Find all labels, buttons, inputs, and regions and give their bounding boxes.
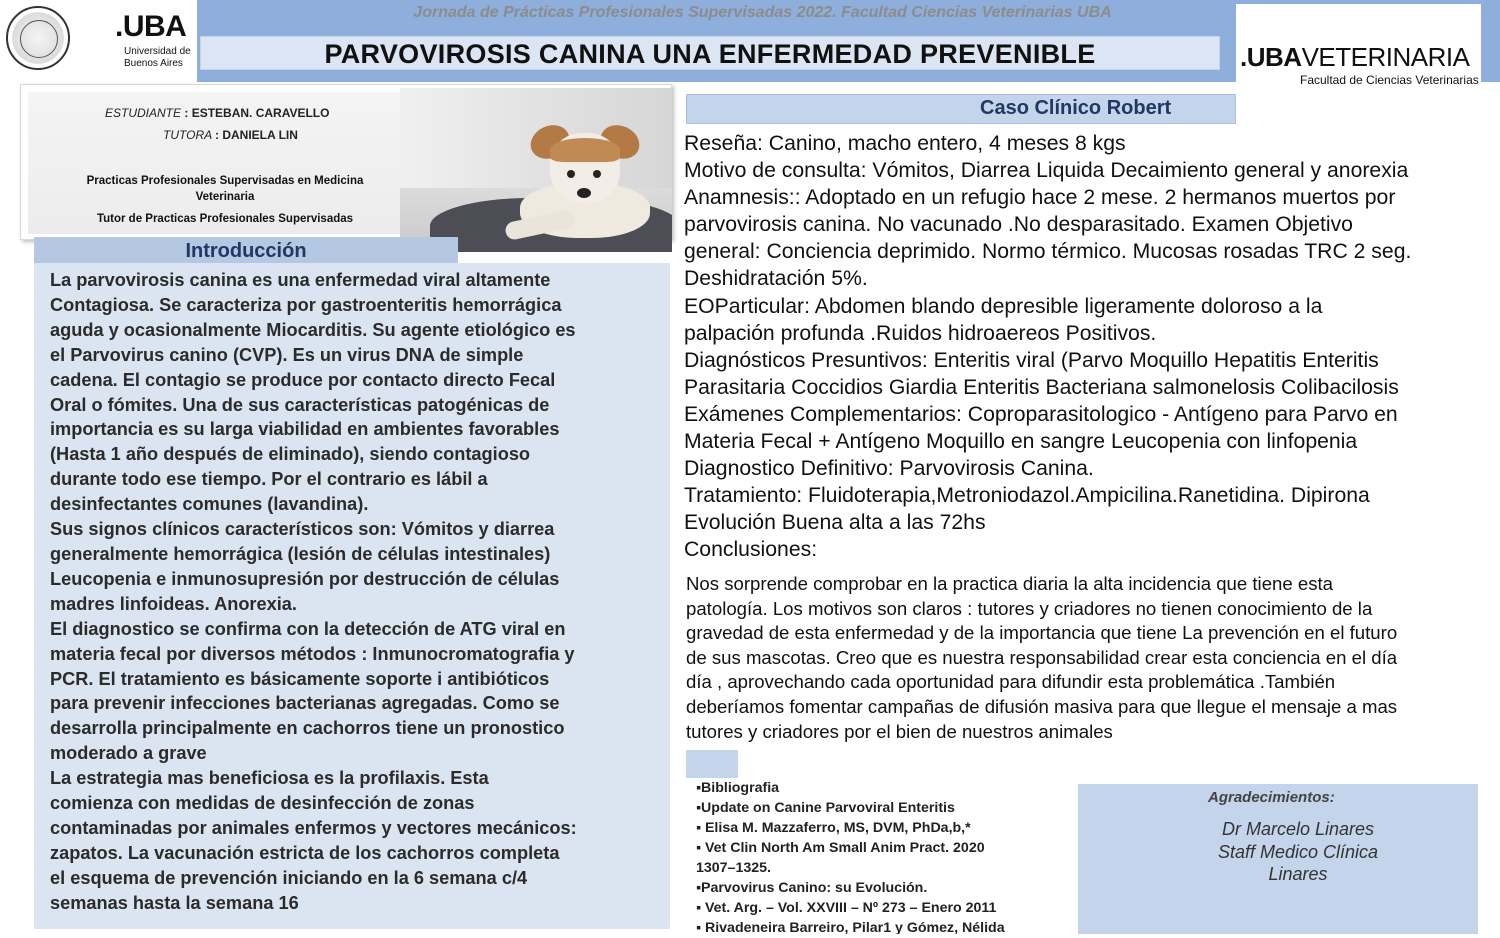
case-body: Reseña: Canino, macho entero, 4 meses 8 kgs Motivo de consulta: Vómitos, Diarrea Liquida Decaimiento general y anorexia Anamnesis:: Adoptado en un refugio hace 2 mese. 2 hermanos muertos por parvovirosis canina. No vacunado .No desparasitado. Examen Objetivo general: Conciencia deprimido. Normo térmico. Mucosas rosadas TRC 2 seg. Deshidratación 5%. EOParticular: Abdomen blando depresible ligeramente doloroso a la palpación profunda .Ruidos hidroaereos Positivos. Diagnósticos Presuntivos: Enteritis viral (Parvo Moquillo Hepatitis Enteritis Parasitaria Coccidios Giardia Enteritis Bacteriana salmonelosis Colibacilosis Exámenes Complementarios: Coproparasitologico - Antígeno para Parvo en Materia Fecal + Antígeno Moquillo en sangre Leucopenia con linfopenia Diagnostico Definitivo: Parvovirosis Canina. Tratamiento: Fluidoterapia,Metroniodazol.Ampicilina.Ranetidina. Dipirona Evolución Buena alta a las 72hs Conclusiones: (684, 132, 1412, 562)
poster-title: PARVOVIROSIS CANINA UNA ENFERMEDAD PREVENIBLE (324, 39, 1096, 69)
acknowledgement-line: Staff Medico Clínica (1217, 841, 1379, 862)
intro-body: La parvovirosis canina es una enfermedad viral altamente Contagiosa. Se caracteriza por gastroenteritis hemorrágica aguda y ocasionalmente Miocarditis. Su agente etiológico es el Parvovirus canino (CVP). Es un virus DNA de simple cadena. El contagio se produce por contacto directo Fecal Oral o fómites. Una de sus características patogénicas de importancia es su larga viabilidad en ambientes favorables (Hasta 1 año después de eliminado), siendo contagioso durante todo ese tiempo. Por el contrario es lábil a desinfectantes comunes (lavandina). Sus signos clínicos característicos son: Vómitos y diarrea generalmente hemorrágica (lesión de células intestinales) Leucopenia e inmunosupresión por destrucción de células madres linfoideas. Anorexia. El diagnostico se confirma con la detección de ATG viral en materia fecal por diversos métodos : Inmunocromatografia y PCR. El tratamiento es básicamente soporte i antibióticos para prevenir infecciones bacterianas agregadas. Como se desarrolla principalmente en cachorros tiene un pronostico moderado a grave La estrategia mas beneficiosa es la profilaxis. Esta comienza con medidas de desinfección de zonas contaminadas por animales enfermos y vectores mecánicos: zapatos. La vacunación estricta de los cachorros completa el esquema de prevención iniciando en la 6 semana c/4 semanas hasta la semana 16 (50, 270, 577, 913)
student-name: : ESTEBAN. CARAVELLO (184, 106, 330, 120)
tutor-label: TUTORA (163, 128, 212, 142)
vet-faculty: Facultad de Ciencias Veterinarias (1300, 73, 1479, 87)
student-line (105, 106, 329, 120)
program-line1: Practicas Profesionales Supervisadas en Medicina (86, 175, 364, 187)
tutor-name: : DANIELA LIN (215, 128, 298, 142)
program-line3: Tutor de Practicas Profesionales Supervisadas (96, 213, 354, 225)
bibliography-item: ▪Parvovirus Canino: su Evolución. (696, 880, 928, 896)
uba-wordmark: .UBA (115, 10, 187, 43)
dog-photo (400, 88, 672, 252)
uba-university-line1: Universidad de (124, 46, 191, 57)
acknowledgement-line: Linares (1268, 864, 1328, 884)
vet-wordmark-bold: .UBA (1240, 42, 1302, 72)
event-title: Jornada de Prácticas Profesionales Supervisadas 2022. Facultad Ciencias Veterinarias UBA (413, 4, 1112, 21)
acknowledgement-line: Dr Marcelo Linares (1221, 819, 1375, 839)
uba-seal-icon (6, 6, 70, 70)
vet-wordmark (1240, 42, 1469, 73)
uba-university-line2: Buenos Aires (124, 58, 183, 69)
acknowledgements-names (1180, 818, 1416, 886)
case-heading-wrap (686, 97, 1486, 120)
bibliography-item: ▪Update on Canine Parvoviral Enteritis (696, 800, 955, 816)
bibliography-list (696, 778, 1078, 934)
program-line2: Veterinaria (195, 191, 255, 203)
bibliography-item: ▪ Vet. Arg. – Vol. XXVIII – Nº 273 – Enero 2011 (696, 900, 997, 916)
case-heading: Caso Clínico Robert (980, 97, 1172, 119)
bibliography (686, 778, 1078, 934)
acknowledgements-heading: Agradecimientos: (1208, 789, 1335, 806)
tutor-line (163, 128, 298, 142)
bibliography-item: ▪ Elisa M. Mazzaferro, MS, DVM, PhDa,b,* (696, 820, 971, 836)
intro-heading: Introducción (185, 240, 307, 262)
vet-wordmark-rest: VETERINARIA (1301, 42, 1470, 72)
bibliography-item: ▪ Vet Clin North Am Small Anim Pract. 2020 (696, 840, 985, 856)
bibliography-item: 1307–1325. (696, 860, 771, 876)
bibliography-item: ▪Bibliografia (696, 780, 780, 796)
conclusion-body: Nos sorprende comprobar en la practica diaria la alta incidencia que tiene esta patología. Los motivos son claros : tutores y criadores no tienen conocimiento de la gravedad de esta enfermedad y de la importancia que tiene La prevención en el futuro de sus mascotas. Creo que es nuestra responsabilidad crear esta conciencia en el día día , aprovechando cada oportunidad para difundir esta problemática .También deberíamos fomentar campañas de difusión masiva para que llegue el mensaje a mas tutores y criadores por el bien de nuestros animales (686, 573, 1398, 742)
bibliography-bar (686, 750, 738, 778)
bibliography-item: ▪ Rivadeneira Barreiro, Pilar1 y Gómez, Nélida (696, 920, 1005, 934)
student-label: ESTUDIANTE (105, 106, 182, 120)
